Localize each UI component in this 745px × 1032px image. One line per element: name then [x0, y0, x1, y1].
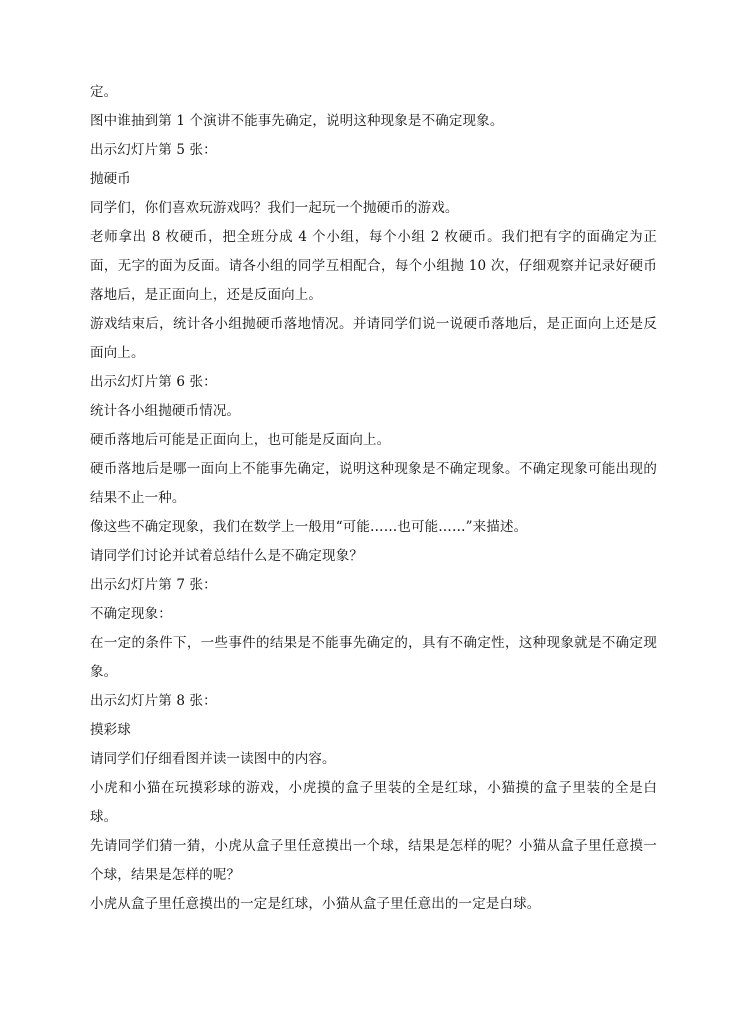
slide-heading-8: 出示幻灯片第 8 张： — [90, 693, 217, 709]
paragraph-continuation: 定。 — [90, 84, 118, 100]
paragraph-read-picture: 请同学们仔细看图并读一读图中的内容。 — [90, 751, 336, 767]
paragraph-game-result: 游戏结束后，统计各小组抛硬币落地情况。并请同学们说一说硬币落地后，是正面向上还是反面向上。 — [90, 316, 657, 361]
definition-text: 在一定的条件下，一些事件的结果是不能事先确定的，具有不确定性，这种现象就是不确定现象。 — [90, 635, 657, 680]
paragraph-possible-outcomes: 硬币落地后可能是正面向上，也可能是反面向上。 — [90, 432, 391, 448]
paragraph-certain-result: 小虎从盒子里任意摸出的一定是红球，小猫从盒子里任意出的一定是白球。 — [90, 896, 541, 912]
paragraph-game-intro: 同学们，你们喜欢玩游戏吗？我们一起玩一个抛硬币的游戏。 — [90, 200, 459, 216]
paragraph-stats: 统计各小组抛硬币情况。 — [90, 403, 241, 419]
paragraph-guess: 先请同学们猜一猜，小虎从盒子里任意摸出一个球，结果是怎样的呢？小猫从盒子里任意摸一个球，结果是怎样的呢？ — [90, 838, 657, 883]
paragraph-ball-game: 小虎和小猫在玩摸彩球的游戏，小虎摸的盒子里装的全是红球，小猫摸的盒子里装的全是白球。 — [90, 780, 657, 825]
definition-title: 不确定现象： — [90, 606, 172, 622]
section-title-color-ball: 摸彩球 — [90, 722, 131, 738]
section-title-coin-toss: 抛硬币 — [90, 171, 131, 187]
paragraph-uncertain-phenomenon: 硬币落地后是哪一面向上不能事先确定，说明这种现象是不确定现象。不确定现象可能出现的结果不止一种。 — [90, 461, 657, 506]
paragraph-speech-order: 图中谁抽到第 1 个演讲不能事先确定，说明这种现象是不确定现象。 — [90, 113, 504, 129]
slide-heading-6: 出示幻灯片第 6 张： — [90, 374, 217, 390]
slide-heading-7: 出示幻灯片第 7 张： — [90, 577, 217, 593]
paragraph-math-expression: 像这些不确定现象，我们在数学上一般用“可能……也可能……”来描述。 — [90, 519, 528, 535]
paragraph-discussion-question: 请同学们讨论并试着总结什么是不确定现象？ — [90, 548, 363, 564]
paragraph-coin-instructions: 老师拿出 8 枚硬币，把全班分成 4 个小组，每个小组 2 枚硬币。我们把有字的面确定为正面，无字的面为反面。请各小组的同学互相配合，每个小组抛 10 次，仔细观察并记录好硬币落地后，是正面向上，还是反面向上。 — [90, 229, 657, 303]
slide-heading-5: 出示幻灯片第 5 张： — [90, 142, 217, 158]
